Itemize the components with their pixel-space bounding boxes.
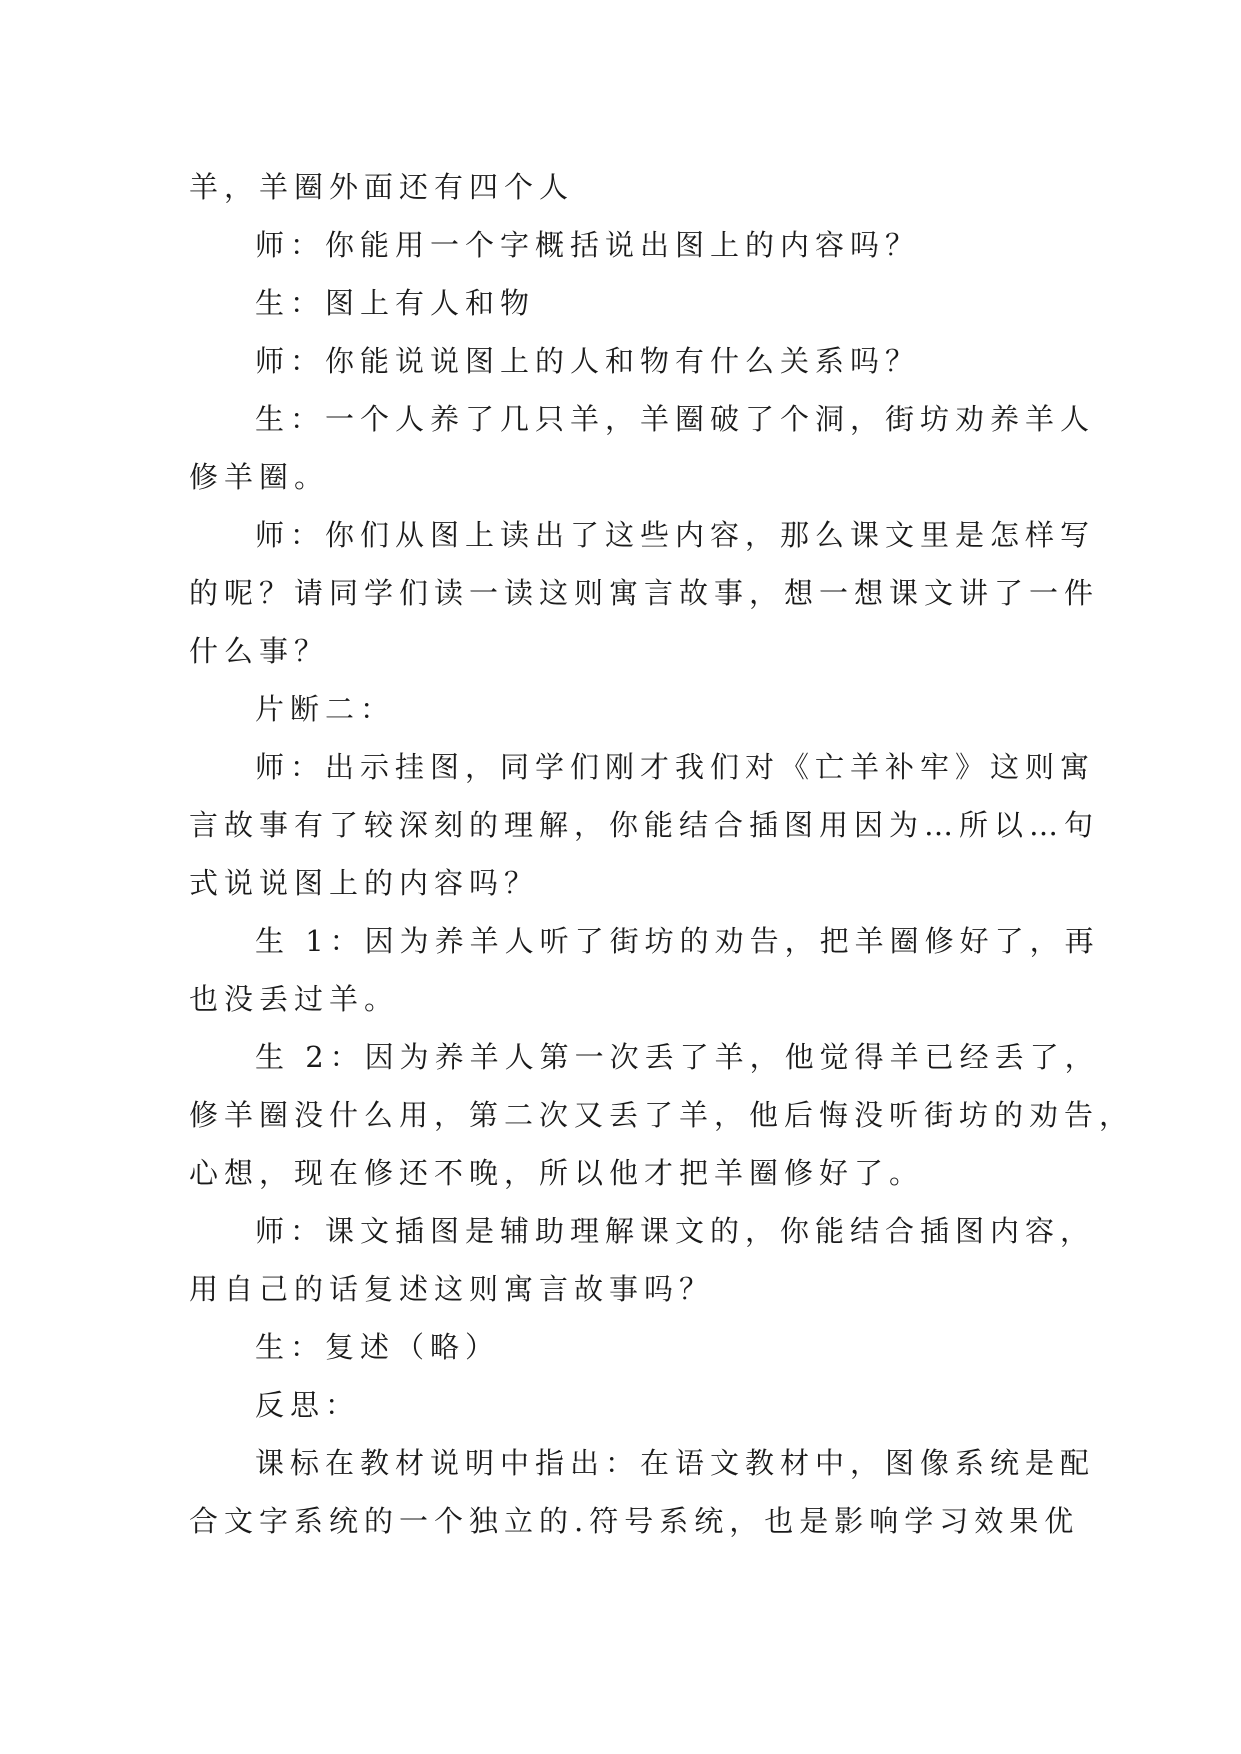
text-line: 生 1：因为养羊人听了街坊的劝告，把羊圈修好了，再: [255, 924, 1100, 958]
text-line: 生 2：因为养羊人第一次丢了羊，他觉得羊已经丢了，: [255, 1040, 1100, 1074]
text-line: 师：你能说说图上的人和物有什么关系吗？: [255, 344, 921, 378]
section-heading: 片断二：: [255, 692, 396, 726]
text-line: 言故事有了较深刻的理解，你能结合插图用因为…所以…句: [189, 808, 1100, 842]
text-line: 课标在教材说明中指出：在语文教材中，图像系统是配: [255, 1446, 1096, 1480]
text-line: 式说说图上的内容吗？: [189, 866, 540, 900]
text-line: 师：课文插图是辅助理解课文的，你能结合插图内容，: [255, 1214, 1096, 1248]
text-line: 修羊圈没什么用，第二次又丢了羊，他后悔没听街坊的劝告，: [189, 1098, 1135, 1132]
text-line: 的呢？请同学们读一读这则寓言故事，想一想课文讲了一件: [189, 576, 1100, 610]
text-line: 生：复述（略）: [255, 1330, 501, 1364]
text-line: 师：你们从图上读出了这些内容，那么课文里是怎样写: [255, 518, 1096, 552]
text-line: 生：图上有人和物: [255, 286, 536, 320]
text-line: 合文字系统的一个独立的.符号系统，也是影响学习效果优: [189, 1504, 1080, 1538]
text-line: 也没丢过羊。: [189, 982, 400, 1016]
text-line: 什么事？: [189, 634, 330, 668]
document-body: [189, 158, 1135, 1550]
text-line: 羊，羊圈外面还有四个人: [189, 170, 575, 204]
text-line: 师：你能用一个字概括说出图上的内容吗？: [255, 228, 921, 262]
text-line: 用自己的话复述这则寓言故事吗？: [189, 1272, 715, 1306]
text-line: 生：一个人养了几只羊，羊圈破了个洞，街坊劝养羊人: [255, 402, 1096, 436]
text-line: 师：出示挂图，同学们刚才我们对《亡羊补牢》这则寓: [255, 750, 1096, 784]
text-line: 心想，现在修还不晚，所以他才把羊圈修好了。: [189, 1156, 925, 1190]
text-line: 修羊圈。: [189, 460, 330, 494]
section-heading: 反思：: [255, 1388, 361, 1422]
